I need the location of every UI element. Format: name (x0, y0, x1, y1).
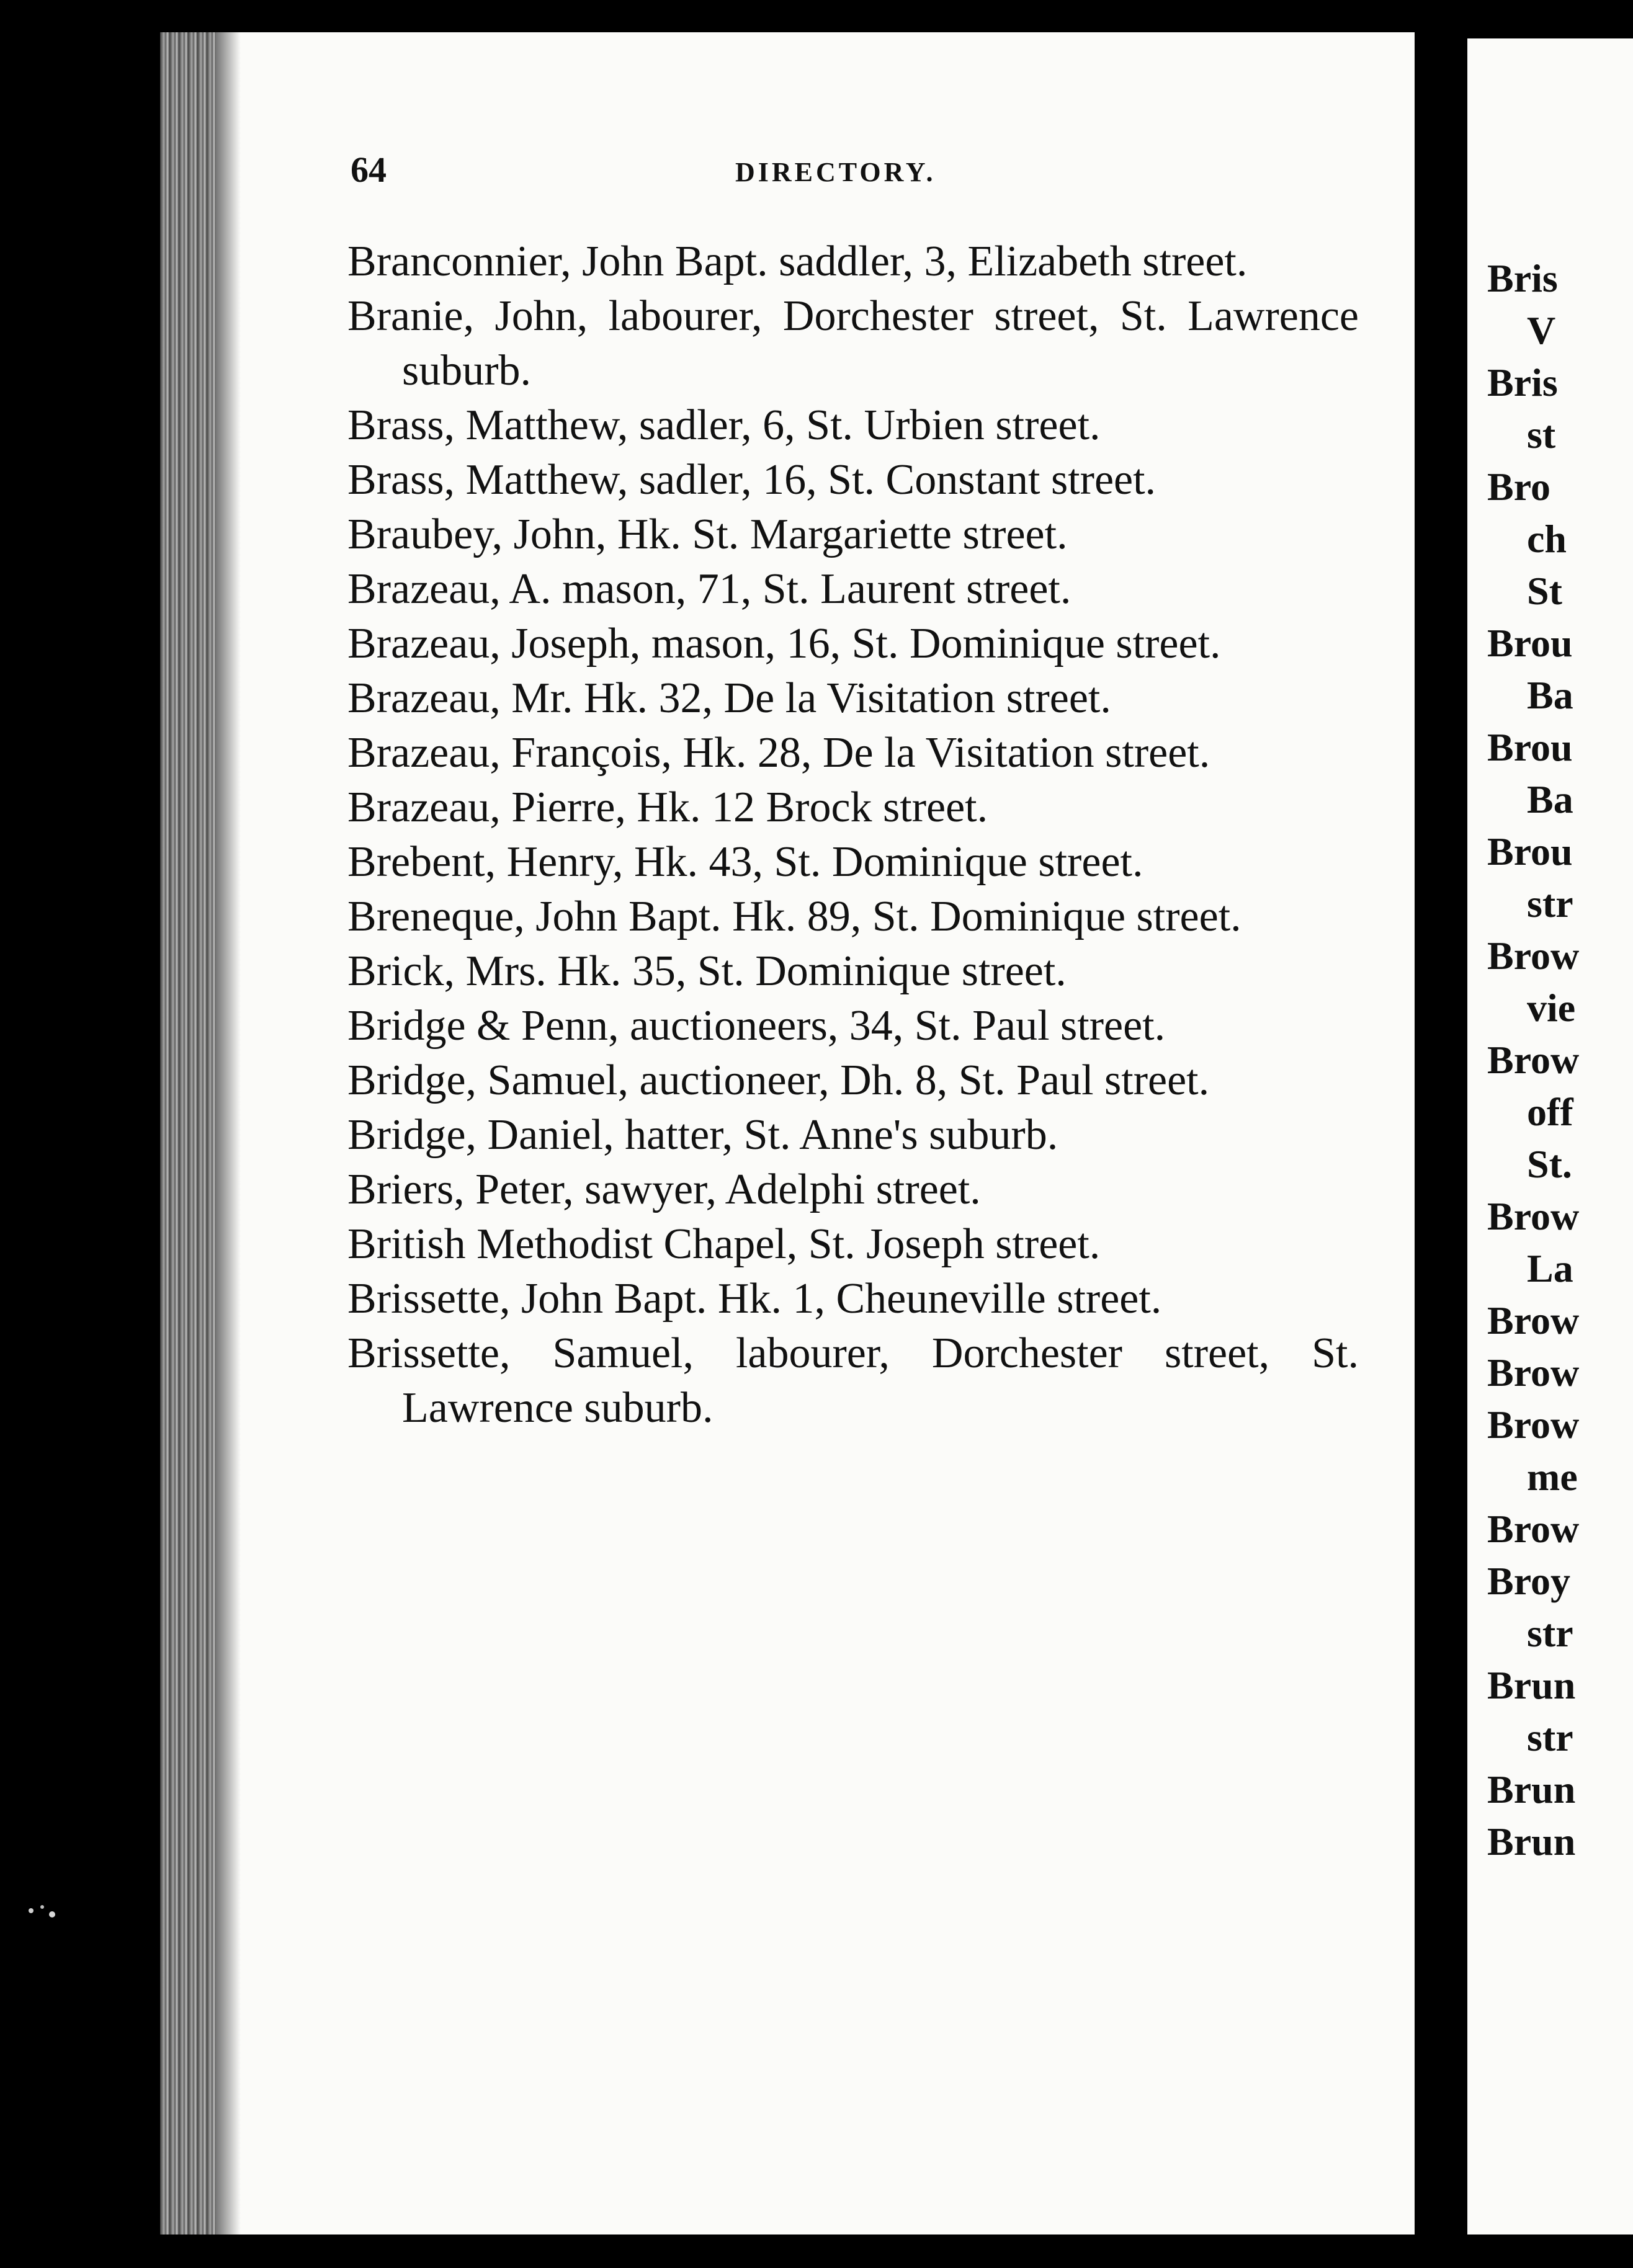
gutter-shadow (216, 32, 241, 2235)
right-page-fragment: Brow (1487, 1507, 1580, 1551)
directory-entry: Brazeau, François, Hk. 28, De la Visitation street. (347, 729, 1210, 777)
directory-entry: Brazeau, Joseph, mason, 16, St. Dominique street. (347, 620, 1221, 667)
directory-entry: Bridge, Daniel, hatter, St. Anne's suburb. (347, 1111, 1058, 1159)
right-page-fragment: Brun (1487, 1819, 1576, 1864)
right-page-fragment: Brun (1487, 1663, 1576, 1707)
directory-entry: Bridge, Samuel, auctioneer, Dh. 8, St. Paul street. (347, 1056, 1210, 1104)
right-page-fragment: Brou (1487, 621, 1573, 665)
right-page-fragment: st (1527, 413, 1556, 457)
right-page-fragment: str (1527, 1715, 1573, 1759)
right-page-fragment: Ba (1527, 673, 1573, 717)
directory-entry: Breneque, John Bapt. Hk. 89, St. Dominique street. (347, 893, 1242, 940)
directory-entry: Branie, John, labourer, Dorchester street, St. Lawrence suburb. (347, 292, 1359, 395)
right-page-fragments (1487, 252, 1579, 1868)
right-page-fragment: Brun (1487, 1767, 1576, 1811)
directory-entry: Brick, Mrs. Hk. 35, St. Dominique street. (347, 947, 1067, 995)
directory-entry: Brass, Matthew, sadler, 16, St. Constant street. (347, 456, 1157, 504)
directory-entry: Brass, Matthew, sadler, 6, St. Urbien street. (347, 401, 1101, 449)
right-page-fragment: Broy (1487, 1559, 1570, 1603)
directory-entry: Briers, Peter, sawyer, Adelphi street. (347, 1166, 981, 1213)
margin-specks (25, 1898, 62, 1935)
directory-entries (347, 234, 1359, 1435)
directory-entry: Brazeau, Mr. Hk. 32, De la Visitation street. (347, 674, 1111, 722)
page-heading: DIRECTORY. (735, 157, 936, 187)
right-page (1467, 38, 1633, 2235)
directory-entry: Brissette, Samuel, labourer, Dorchester street, St. Lawrence suburb. (347, 1329, 1359, 1432)
right-page-fragment: Brow (1487, 1038, 1580, 1082)
right-page-fragment: Brow (1487, 1403, 1580, 1447)
right-page-fragment: Brow (1487, 1351, 1580, 1395)
right-page-fragment: St (1527, 569, 1562, 613)
right-page-fragment: Bris (1487, 360, 1558, 404)
directory-entry: Brazeau, Pierre, Hk. 12 Brock street. (347, 784, 988, 831)
right-page-fragment: Brow (1487, 1298, 1580, 1342)
right-page-fragment: Bro (1487, 465, 1550, 509)
right-page-fragment: off (1527, 1090, 1573, 1134)
right-page-fragment: V (1527, 308, 1556, 352)
page-edge-gutter (160, 32, 216, 2235)
right-page-fragment: me (1527, 1455, 1578, 1499)
right-page-fragment: Brou (1487, 829, 1573, 873)
right-page-fragment: str (1527, 1611, 1573, 1655)
directory-entry: Brissette, John Bapt. Hk. 1, Cheuneville street. (347, 1275, 1162, 1323)
right-page-fragment: Brow (1487, 1194, 1580, 1238)
running-head (351, 149, 1368, 205)
directory-entry: Brebent, Henry, Hk. 43, St. Dominique street. (347, 838, 1143, 886)
directory-entry: Branconnier, John Bapt. saddler, 3, Elizabeth street. (347, 238, 1248, 285)
right-page-fragment: St. (1527, 1142, 1572, 1186)
right-page-fragment: Brou (1487, 725, 1573, 769)
right-page-fragment: ch (1527, 517, 1567, 561)
directory-entry: British Methodist Chapel, St. Joseph street. (347, 1220, 1101, 1268)
right-page-fragment: Bris (1487, 256, 1558, 300)
directory-entry: Brazeau, A. mason, 71, St. Laurent street. (347, 565, 1072, 613)
directory-entry: Bridge & Penn, auctioneers, 34, St. Paul street. (347, 1002, 1166, 1050)
page-number: 64 (351, 150, 387, 190)
right-page-fragment: str (1527, 882, 1573, 926)
right-page-fragment: Brow (1487, 934, 1580, 978)
right-page-fragment: La (1527, 1246, 1573, 1290)
directory-entry: Braubey, John, Hk. St. Margariette street. (347, 511, 1068, 558)
right-page-fragment: Ba (1527, 777, 1573, 821)
right-page-fragment: vie (1527, 986, 1576, 1030)
